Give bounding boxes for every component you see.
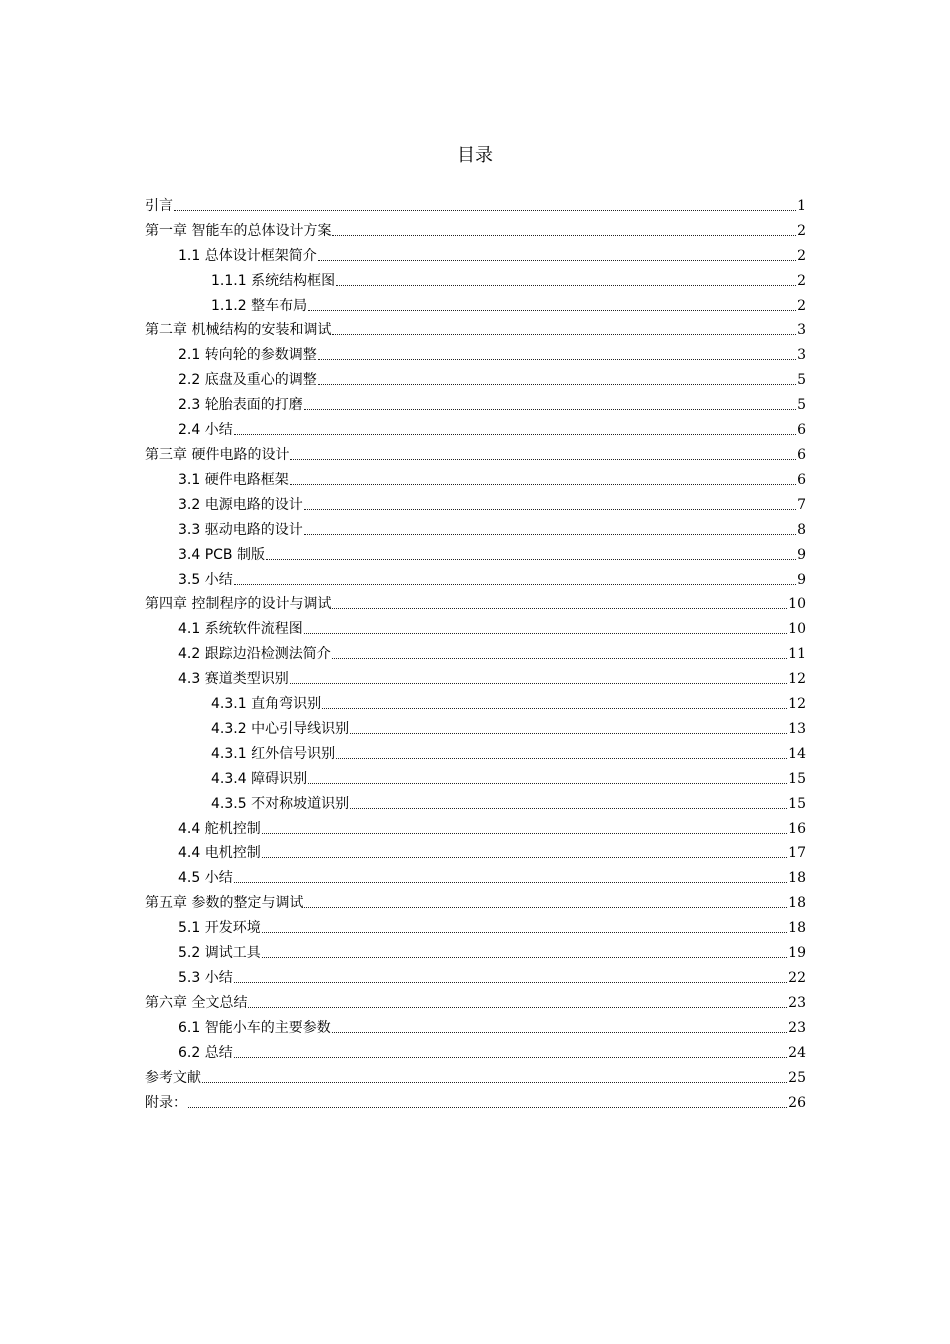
toc-entry[interactable] bbox=[145, 539, 806, 564]
toc-entry-page-number: 26 bbox=[788, 1094, 806, 1111]
toc-entry-label: 3.2 电源电路的设计 bbox=[178, 496, 303, 513]
toc-entry[interactable] bbox=[145, 1087, 806, 1112]
dot-leader bbox=[332, 333, 796, 335]
dot-leader bbox=[290, 682, 787, 684]
toc-entry[interactable] bbox=[145, 315, 806, 340]
toc-entry[interactable] bbox=[145, 240, 806, 265]
toc-entry-label: 2.3 轮胎表面的打磨 bbox=[178, 397, 303, 414]
toc-entry-page-number: 5 bbox=[797, 397, 806, 414]
toc-entry-page-number: 23 bbox=[788, 994, 806, 1011]
dot-leader bbox=[304, 632, 787, 634]
dot-leader bbox=[262, 956, 787, 958]
toc-entry[interactable] bbox=[145, 887, 806, 912]
toc-entry-label: 1.1.1 系统结构框图 bbox=[211, 272, 336, 289]
dot-leader bbox=[350, 807, 787, 809]
toc-entry-label: 5.3 小结 bbox=[178, 970, 233, 986]
toc-entry-page-number: 6 bbox=[797, 446, 806, 463]
toc-entry[interactable] bbox=[145, 215, 806, 240]
toc-entry[interactable] bbox=[145, 788, 806, 813]
dot-leader bbox=[234, 881, 787, 883]
toc-entry-label: 4.3.1 红外信号识别 bbox=[211, 745, 336, 762]
dot-leader bbox=[188, 1106, 787, 1108]
dot-leader bbox=[318, 259, 796, 261]
toc-entry-page-number: 23 bbox=[788, 1019, 806, 1036]
toc-entry-page-number: 10 bbox=[788, 596, 806, 613]
toc-entry-label: 附录： bbox=[145, 1094, 187, 1111]
toc-entry-label: 4.2 跟踪边沿检测法简介 bbox=[178, 646, 331, 663]
dot-leader bbox=[234, 433, 796, 435]
dot-leader bbox=[290, 458, 796, 460]
toc-entry-label: 5.1 开发环境 bbox=[178, 920, 261, 937]
dot-leader bbox=[308, 309, 796, 311]
toc-entry-page-number: 18 bbox=[788, 870, 806, 887]
toc-entry[interactable] bbox=[145, 464, 806, 489]
dot-leader bbox=[266, 558, 796, 560]
toc-entry[interactable] bbox=[145, 912, 806, 937]
toc-entry-page-number: 2 bbox=[797, 272, 806, 289]
dot-leader bbox=[304, 906, 787, 908]
toc-entry-label: 参考文献 bbox=[145, 1069, 201, 1086]
toc-entry[interactable] bbox=[145, 1012, 806, 1037]
toc-entry[interactable] bbox=[145, 339, 806, 364]
dot-leader bbox=[304, 508, 796, 510]
toc-entry[interactable] bbox=[145, 962, 806, 987]
dot-leader bbox=[332, 657, 787, 659]
toc-entry-page-number: 7 bbox=[797, 496, 806, 513]
toc-entry-page-number: 9 bbox=[797, 546, 806, 563]
toc-entry-label: 6.2 总结 bbox=[178, 1044, 233, 1061]
toc-entry-label: 4.4 舵机控制 bbox=[178, 820, 261, 837]
toc-entry-page-number: 6 bbox=[797, 471, 806, 488]
dot-leader bbox=[262, 832, 787, 834]
toc-entry[interactable] bbox=[145, 838, 806, 863]
toc-entry[interactable] bbox=[145, 638, 806, 663]
toc-entry-page-number: 2 bbox=[797, 247, 806, 264]
dot-leader bbox=[318, 383, 796, 385]
toc-entry[interactable] bbox=[145, 1062, 806, 1087]
toc-entry-label: 4.4 电机控制 bbox=[178, 845, 261, 862]
toc-entry-page-number: 3 bbox=[797, 322, 806, 339]
toc-entry-page-number: 18 bbox=[788, 920, 806, 937]
dot-leader bbox=[202, 1081, 787, 1083]
dot-leader bbox=[234, 981, 787, 983]
dot-leader bbox=[308, 782, 787, 784]
toc-entry[interactable] bbox=[145, 265, 806, 290]
toc-entry-label: 1.1 总体设计框架简介 bbox=[178, 247, 317, 264]
toc-entry[interactable] bbox=[145, 987, 806, 1012]
toc-entry-page-number: 11 bbox=[788, 646, 806, 663]
toc-entry[interactable] bbox=[145, 713, 806, 738]
toc-entry-label: 4.3 赛道类型识别 bbox=[178, 671, 289, 688]
toc-entry-page-number: 15 bbox=[788, 770, 806, 787]
dot-leader bbox=[332, 1031, 787, 1033]
toc-entry-page-number: 12 bbox=[788, 671, 806, 688]
toc-entry-label: 3.3 驱动电路的设计 bbox=[178, 521, 303, 538]
toc-entry-label: 4.5 小结 bbox=[178, 870, 233, 887]
dot-leader bbox=[290, 483, 796, 485]
toc-entry-label: 第五章 参数的整定与调试 bbox=[145, 895, 304, 912]
toc-entry-label: 4.3.2 中心引导线识别 bbox=[211, 720, 350, 737]
toc-entry[interactable] bbox=[145, 1037, 806, 1062]
toc-entry-page-number: 25 bbox=[788, 1069, 806, 1086]
toc-entry[interactable] bbox=[145, 613, 806, 638]
toc-entry-label: 第四章 控制程序的设计与调试 bbox=[145, 596, 332, 613]
toc-entry[interactable] bbox=[145, 290, 806, 315]
toc-entry[interactable] bbox=[145, 514, 806, 539]
toc-entry-page-number: 6 bbox=[797, 422, 806, 439]
toc-entry[interactable] bbox=[145, 190, 806, 215]
toc-entry[interactable] bbox=[145, 364, 806, 389]
toc-entry[interactable] bbox=[145, 589, 806, 614]
toc-entry-label: 第三章 硬件电路的设计 bbox=[145, 446, 290, 463]
toc-entry-label: 2.4 小结 bbox=[178, 422, 233, 439]
toc-entry[interactable] bbox=[145, 439, 806, 464]
toc-entry-page-number: 18 bbox=[788, 895, 806, 912]
dot-leader bbox=[304, 408, 796, 410]
toc-entry[interactable] bbox=[145, 862, 806, 887]
toc-entry-label: 4.1 系统软件流程图 bbox=[178, 621, 303, 638]
dot-leader bbox=[262, 931, 787, 933]
dot-leader bbox=[350, 732, 787, 734]
toc-entry-label: 3.4 PCB 制版 bbox=[178, 546, 265, 563]
toc-entry[interactable] bbox=[145, 389, 806, 414]
dot-leader bbox=[318, 358, 796, 360]
toc-entry[interactable] bbox=[145, 763, 806, 788]
toc-entry-page-number: 17 bbox=[788, 845, 806, 862]
dot-leader bbox=[332, 234, 796, 236]
toc-entry-page-number: 5 bbox=[797, 372, 806, 389]
toc-entry-page-number: 16 bbox=[788, 820, 806, 837]
toc-entry-label: 第一章 智能车的总体设计方案 bbox=[145, 222, 332, 239]
toc-entry-page-number: 2 bbox=[797, 222, 806, 239]
toc-entry-page-number: 14 bbox=[788, 745, 806, 762]
toc-entry-label: 1.1.2 整车布局 bbox=[211, 297, 308, 314]
toc-entry[interactable] bbox=[145, 937, 806, 962]
dot-leader bbox=[336, 757, 787, 759]
dot-leader bbox=[336, 284, 796, 286]
toc-entry-label: 3.5 小结 bbox=[178, 571, 233, 588]
toc-entry[interactable] bbox=[145, 564, 806, 589]
toc-entry-label: 2.1 转向轮的参数调整 bbox=[178, 347, 317, 364]
toc-entry[interactable] bbox=[145, 813, 806, 838]
dot-leader bbox=[234, 1056, 787, 1058]
table-of-contents bbox=[145, 190, 806, 1112]
toc-entry-label: 3.1 硬件电路框架 bbox=[178, 471, 289, 488]
dot-leader bbox=[332, 607, 787, 609]
toc-entry-label: 5.2 调试工具 bbox=[178, 945, 261, 962]
toc-entry[interactable] bbox=[145, 663, 806, 688]
toc-entry-page-number: 9 bbox=[797, 571, 806, 588]
toc-entry-page-number: 13 bbox=[788, 720, 806, 737]
toc-entry-page-number: 15 bbox=[788, 795, 806, 812]
toc-entry-label: 4.3.1 直角弯识别 bbox=[211, 696, 322, 713]
toc-entry-label: 第六章 全文总结 bbox=[145, 994, 248, 1011]
toc-entry-label: 4.3.5 不对称坡道识别 bbox=[211, 795, 350, 812]
toc-entry[interactable] bbox=[145, 489, 806, 514]
toc-entry-page-number: 3 bbox=[797, 347, 806, 364]
toc-entry-page-number: 12 bbox=[788, 696, 806, 713]
dot-leader bbox=[248, 1006, 787, 1008]
toc-entry[interactable] bbox=[145, 738, 806, 763]
toc-entry-label: 6.1 智能小车的主要参数 bbox=[178, 1019, 331, 1036]
dot-leader bbox=[304, 533, 796, 535]
toc-entry-page-number: 1 bbox=[797, 197, 806, 214]
toc-entry-page-number: 8 bbox=[797, 521, 806, 538]
toc-entry-page-number: 10 bbox=[788, 621, 806, 638]
toc-entry[interactable] bbox=[145, 688, 806, 713]
toc-entry-page-number: 24 bbox=[788, 1044, 806, 1061]
dot-leader bbox=[322, 707, 787, 709]
toc-entry-page-number: 19 bbox=[788, 945, 806, 962]
dot-leader bbox=[174, 209, 796, 211]
toc-entry-label: 引言 bbox=[145, 197, 173, 214]
toc-entry-label: 4.3.4 障碍识别 bbox=[211, 770, 308, 787]
dot-leader bbox=[262, 856, 787, 858]
toc-entry-label: 2.2 底盘及重心的调整 bbox=[178, 372, 317, 389]
toc-entry-page-number: 2 bbox=[797, 297, 806, 314]
page-title: 目录 bbox=[457, 145, 493, 166]
dot-leader bbox=[234, 583, 796, 585]
toc-entry[interactable] bbox=[145, 414, 806, 439]
toc-entry-label: 第二章 机械结构的安装和调试 bbox=[145, 322, 332, 339]
toc-entry-page-number: 22 bbox=[788, 970, 806, 986]
